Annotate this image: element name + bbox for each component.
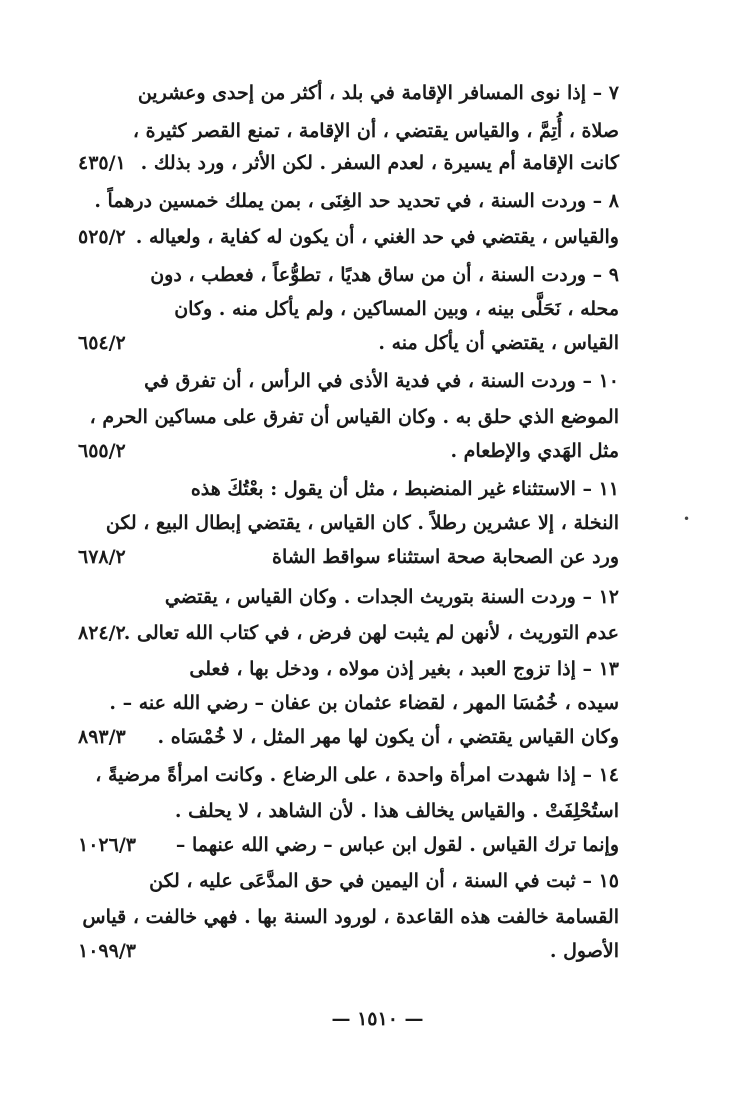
entry-15-line-1: ١٥ – ثبت في السنة ، أن اليمين في حق المدَّعَى عليه ، لكن: [149, 870, 619, 892]
entry-15-line-2: القسامة خالفت هذه القاعدة ، لورود السنة بها . فهي خالفت ، قياس: [82, 906, 619, 928]
entry-15-line-3: الأصول .: [549, 940, 619, 962]
entry-11-line-3: ورد عن الصحابة صحة استثناء سواقط الشاة: [272, 546, 619, 568]
entry-10-reference: ٦٥٥/٢: [78, 440, 126, 462]
entry-14-line-2: استُحْلِفَتْ . والقياس يخالف هذا . لأن الشاهد ، لا يحلف .: [174, 800, 619, 822]
entry-14-reference: ١٠٢٦/٣: [78, 834, 136, 856]
entry-8-line-1: ٨ – وردت السنة ، في تحديد حد الغِنَى ، بمن يملك خمسين درهماً .: [94, 190, 619, 212]
entry-7-line-2: صلاة ، أُتِمَّ ، والقياس يقتضي ، أن الإقامة ، تمنع القصر كثيرة ،: [132, 120, 619, 142]
entry-13-line-1: ١٣ – إذا تزوج العبد ، بغير إذن مولاه ، ودخل بها ، فعلى: [189, 658, 619, 680]
page-number: — ١٥١٠ —: [331, 1008, 424, 1030]
entry-11-line-1: ١١ – الاستثناء غير المنضبط ، مثل أن يقول : بعْتُكَ هذه: [190, 478, 619, 500]
entry-10-line-1: ١٠ – وردت السنة ، في فدية الأذى في الرأس ، أن تفرق في: [144, 370, 619, 392]
entry-11-line-2: النخلة ، إلا عشرين رطلاً . كان القياس ، يقتضي إبطال البيع ، لكن: [105, 512, 619, 534]
margin-dot: •: [683, 512, 691, 526]
entry-13-line-2: سيده ، خُمُسَا المهر ، لقضاء عثمان بن عفان – رضي الله عنه – .: [109, 692, 619, 714]
entry-12-line-2: عدم التوريث ، لأنهن لم يثبت لهن فرض ، في كتاب الله تعالى .: [123, 622, 619, 644]
entry-9-line-2: محله ، نَحَلَّى بينه ، وبين المساكين ، ولم يأكل منه . وكان: [174, 298, 619, 320]
entry-15-reference: ١٠٩٩/٣: [78, 940, 136, 962]
entry-8-reference: ٥٢٥/٢: [78, 226, 126, 248]
entry-12-reference: ٨٢٤/٢: [78, 622, 126, 644]
entry-10-line-2: الموضع الذي حلق به . وكان القياس أن تفرق على مساكين الحرم ،: [89, 406, 619, 428]
entry-13-reference: ٨٩٣/٣: [78, 726, 126, 748]
entry-14-line-1: ١٤ – إذا شهدت امرأة واحدة ، على الرضاع . وكانت امرأةً مرضيةً ،: [95, 764, 619, 786]
entry-7-reference: ٤٣٥/١: [78, 152, 126, 174]
entry-11-reference: ٦٧٨/٢: [78, 546, 126, 568]
entry-10-line-3: مثل الهَدي والإطعام .: [450, 440, 619, 462]
entry-7-line-3: كانت الإقامة أم يسيرة ، لعدم السفر . لكن الأثر ، ورد بذلك .: [140, 152, 619, 174]
entry-12-line-1: ١٢ – وردت السنة بتوريث الجدات . وكان القياس ، يقتضي: [164, 586, 619, 608]
entry-9-line-1: ٩ – وردت السنة ، أن من ساق هديًا ، تطوُّعاً ، فعطب ، دون: [150, 264, 619, 286]
entry-9-line-3: القياس ، يقتضي أن يأكل منه .: [378, 332, 619, 354]
entry-8-line-2: والقياس ، يقتضي في حد الغني ، أن يكون له كفاية ، ولعياله .: [135, 226, 619, 248]
entry-9-reference: ٦٥٤/٢: [78, 332, 126, 354]
entry-13-line-3: وكان القياس يقتضي ، أن يكون لها مهر المثل ، لا خُمْسَاه .: [157, 726, 619, 748]
entry-14-line-3: وإنما ترك القياس . لقول ابن عباس – رضي الله عنهما –: [175, 834, 619, 856]
entry-7-line-1: ٧ – إذا نوى المسافر الإقامة في بلد ، أكثر من إحدى وعشرين: [137, 82, 619, 104]
